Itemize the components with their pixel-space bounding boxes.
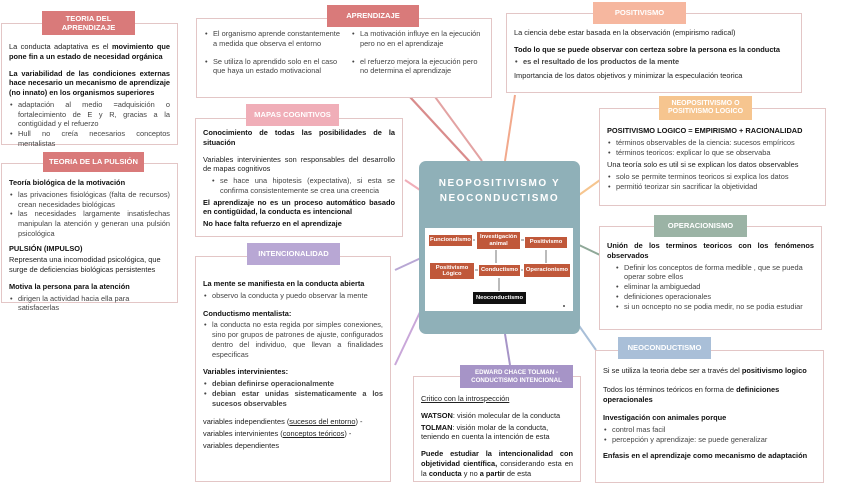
- list-item: • términos teoricos: explicar lo que se observaba: [607, 148, 818, 158]
- intencionalidad-list-2: [203, 320, 383, 359]
- node-conductismo: Conductismo: [478, 264, 521, 277]
- teoria-aprendizaje-tag: TEORIA DEL APRENDIZAJE: [42, 11, 135, 35]
- neoconductismo-text-4: Enfasis en el aprendizaje como mecanismo de adaptación: [603, 450, 808, 460]
- teoria-aprendizaje-list: [9, 100, 170, 149]
- mapas-bold-4: No hace falta refuerzo en el aprendizaje: [203, 219, 342, 229]
- tolman-tolman: TOLMAN: visión molar de la conducta, teniendo en cuenta la intención de esta: [421, 422, 550, 442]
- list-item: • Hull no creía necesarios conceptos mentalistas: [9, 129, 170, 149]
- neoconductismo-text-2: Todos los términos teóricos en forma de definiciones operacionales: [603, 384, 780, 404]
- positivismo-text-1: La ciencia debe estar basada en la observación (empirismo radical): [514, 28, 736, 37]
- list-item: • dirigen la actividad hacia ella para satisfacerlas: [9, 294, 170, 314]
- mapas-heading-1: Conocimiento de todas las posibilidades de la situación: [203, 128, 395, 147]
- list-item: • control mas facil: [603, 425, 816, 435]
- mapas-bold-3: El aprendizaje no es un proceso automático basado en contigüidad, la conducta es intencional: [203, 197, 395, 217]
- list-item: • debian estar unidas sistematicamente a los sucesos observables: [203, 389, 383, 409]
- positivismo-tag: POSITIVISMO: [593, 2, 686, 24]
- operacionismo-list: [615, 263, 814, 312]
- tolman-conclusion: Puede estudiar la intencionalidad con objetividad científica, considerando esta en la conducta y no a partir de esta: [421, 449, 573, 478]
- pulsion-heading-2: PULSIÓN (IMPULSO): [9, 243, 83, 253]
- positivismo-text-2: Todo lo que se puede observar con certeza sobre la persona es la conducta: [514, 44, 781, 54]
- intencionalidad-heading-1: La mente se manifiesta en la conducta abierta: [203, 279, 365, 288]
- mapas-cognitivos-tag: MAPAS COGNITIVOS: [246, 104, 339, 126]
- evolution-diagram: [425, 228, 573, 311]
- list-item: • las necesidades largamente insatisfechas manipulan la atención y generan una pulsión psicológica: [9, 209, 170, 238]
- intencionalidad-card: [195, 256, 391, 482]
- intencionalidad-heading-2: Conductismo mentalista:: [203, 308, 292, 318]
- list-item: • definiciones operacionales: [615, 292, 814, 302]
- list-item: • Definir los conceptos de forma medible , que se pueda operar sobre ellos: [615, 263, 814, 283]
- intencionalidad-vars-3: variables dependientes: [203, 440, 280, 450]
- mapas-list: [211, 176, 395, 196]
- tolman-tag: EDWARD CHACE TOLMAN - CONDUCTISMO INTENCIONAL: [460, 365, 573, 388]
- list-item: • es el resultado de los productos de la mente: [514, 57, 794, 67]
- teoria-aprendizaje-p1: La conducta adaptativa es el movimiento que pone fin a un estado de necesidad orgánica: [9, 42, 170, 61]
- aprendizaje-col-2: [351, 29, 484, 76]
- list-item: • percepción y aprendizaje: se puede generalizar: [603, 435, 816, 445]
- tolman-card: [413, 376, 581, 482]
- pulsion-list-3: [9, 294, 170, 314]
- aprendizaje-card: [196, 18, 492, 98]
- list-item: • eliminar la ambiguedad: [615, 282, 814, 292]
- neoconductismo-heading-3: Investigación con animales porque: [603, 413, 727, 423]
- list-item: • solo se permite terminos teoricos si explica los datos: [607, 172, 818, 182]
- teoria-aprendizaje-p2: La variabilidad de las condiciones externas hace necesario un mecanismo de aprendizaje (no innato) en los organismos superiores: [9, 68, 170, 98]
- node-operacionismo: Operacionismo: [523, 263, 571, 278]
- teoria-aprendizaje-card: [1, 23, 178, 148]
- teoria-pulsion-tag: TEORIA DE LA PULSIÓN: [43, 152, 144, 172]
- teoria-pulsion-card: [1, 163, 178, 313]
- neopositivismo-tag: NEOPOSITIVISMO O POSITIVISMO LOGICO: [659, 96, 752, 120]
- tolman-critico: Critico con la introspección: [421, 394, 510, 403]
- positivismo-card: [506, 13, 802, 93]
- list-item: • las privaciones fisiológicas (falta de recursos) crean necesidades biológicas: [9, 190, 170, 210]
- intencionalidad-list-1: [203, 291, 383, 301]
- neoconductismo-text-1: Si se utiliza la teoria debe ser a través del positivismo logico: [603, 366, 807, 375]
- neoconductismo-list: [603, 425, 816, 445]
- list-item: • permitió teorizar sin sacrificar la objetividad: [607, 182, 818, 192]
- pulsion-list-1: [9, 190, 170, 239]
- list-item: • la conducta no esta regida por simples conexiones, sino por grupos de patrones de ajuste, configurados dentro del individuo, que llevan a finalidades especificas: [203, 320, 383, 359]
- list-item: • adaptación al medio =adquisición o fortalecimiento de E y R, gracias a la contigüidad y el refuerzo: [9, 100, 170, 129]
- node-positivismo-logico: Positivismo Lógico: [429, 262, 475, 280]
- list-item: • El organismo aprende constantemente a medida que observa el entorno: [204, 29, 341, 49]
- list-item: • observo la conducta y puedo observar la mente: [203, 291, 383, 301]
- list-item: • si un ocncepto no se podia medir, no se podia estudiar: [615, 302, 814, 312]
- mapas-text-2: Variables intervinientes son responsables del desarrollo de mapas cognitivos: [203, 154, 395, 174]
- operacionismo-tag: OPERACIONISMO: [654, 215, 747, 237]
- intencionalidad-heading-3: Variables intervinientes:: [203, 367, 289, 377]
- list-item: • se hace una hipotesis (expectativa), si esta se confirma consistentemente se crea una creencia: [211, 176, 395, 196]
- node-investigacion-animal: Investigación animal: [476, 231, 521, 250]
- intencionalidad-vars-2: variables intervinientes (conceptos teóricos) -: [203, 429, 352, 439]
- list-item: • La motivación influye en la ejecución pero no en el aprendizaje: [351, 29, 484, 49]
- intencionalidad-vars-1: variables independientes (sucesos del entorno) -: [203, 417, 363, 427]
- neopositivismo-heading: POSITIVISMO LOGICO = EMPIRISMO + RACIONALIDAD: [607, 126, 803, 135]
- positivismo-text-3: Importancia de los datos objetivos y minimizar la especulación teorica: [514, 71, 743, 81]
- operacionismo-heading: Unión de los terminos teoricos con los fenómenos observados: [607, 241, 814, 260]
- node-positivismo: Positivismo: [524, 236, 568, 249]
- neopositivismo-card: [599, 108, 826, 206]
- node-funcionalismo: Funcionalismo: [428, 234, 473, 247]
- list-item: • términos observables de la ciencia: sucesos empíricos: [607, 138, 818, 148]
- list-item: • el refuerzo mejora la ejecución pero no determina el aprendizaje: [351, 57, 484, 77]
- aprendizaje-tag: APRENDIZAJE: [327, 5, 419, 27]
- list-item: • Se utiliza lo aprendido solo en el caso que haya un estado motivacional: [204, 57, 341, 77]
- neopositivismo-list-1: [607, 138, 818, 158]
- aprendizaje-col-1: [204, 29, 341, 76]
- operacionismo-card: [599, 226, 822, 330]
- central-topic-title: NEOPOSITIVISMO Y NEOCONDUCTISMO: [438, 178, 561, 204]
- node-neoconductismo: Neoconductismo: [472, 291, 527, 305]
- pulsion-text-2: Representa una incomodidad psicológica, que surge de deficiencias biológicas persistentes: [9, 255, 161, 275]
- intencionalidad-list-3: [203, 379, 383, 408]
- neopositivismo-text-2: Una teoría solo es util si se explican los datos observables: [607, 160, 799, 170]
- positivismo-list: [514, 57, 794, 67]
- neoconductismo-tag: NEOCONDUCTISMO: [618, 337, 711, 359]
- neoconductismo-card: [595, 350, 824, 483]
- tolman-watson: WATSON: visión molecular de la conducta: [421, 410, 561, 420]
- neopositivismo-list-2: [607, 172, 818, 192]
- pulsion-heading-1: Teoría biológica de la motivación: [9, 178, 126, 187]
- intencionalidad-tag: INTENCIONALIDAD: [247, 243, 340, 265]
- pulsion-heading-3: Motiva la persona para la atención: [9, 281, 130, 291]
- list-item: • debian definirse operacionalmente: [203, 379, 383, 389]
- mapas-cognitivos-card: [195, 118, 403, 237]
